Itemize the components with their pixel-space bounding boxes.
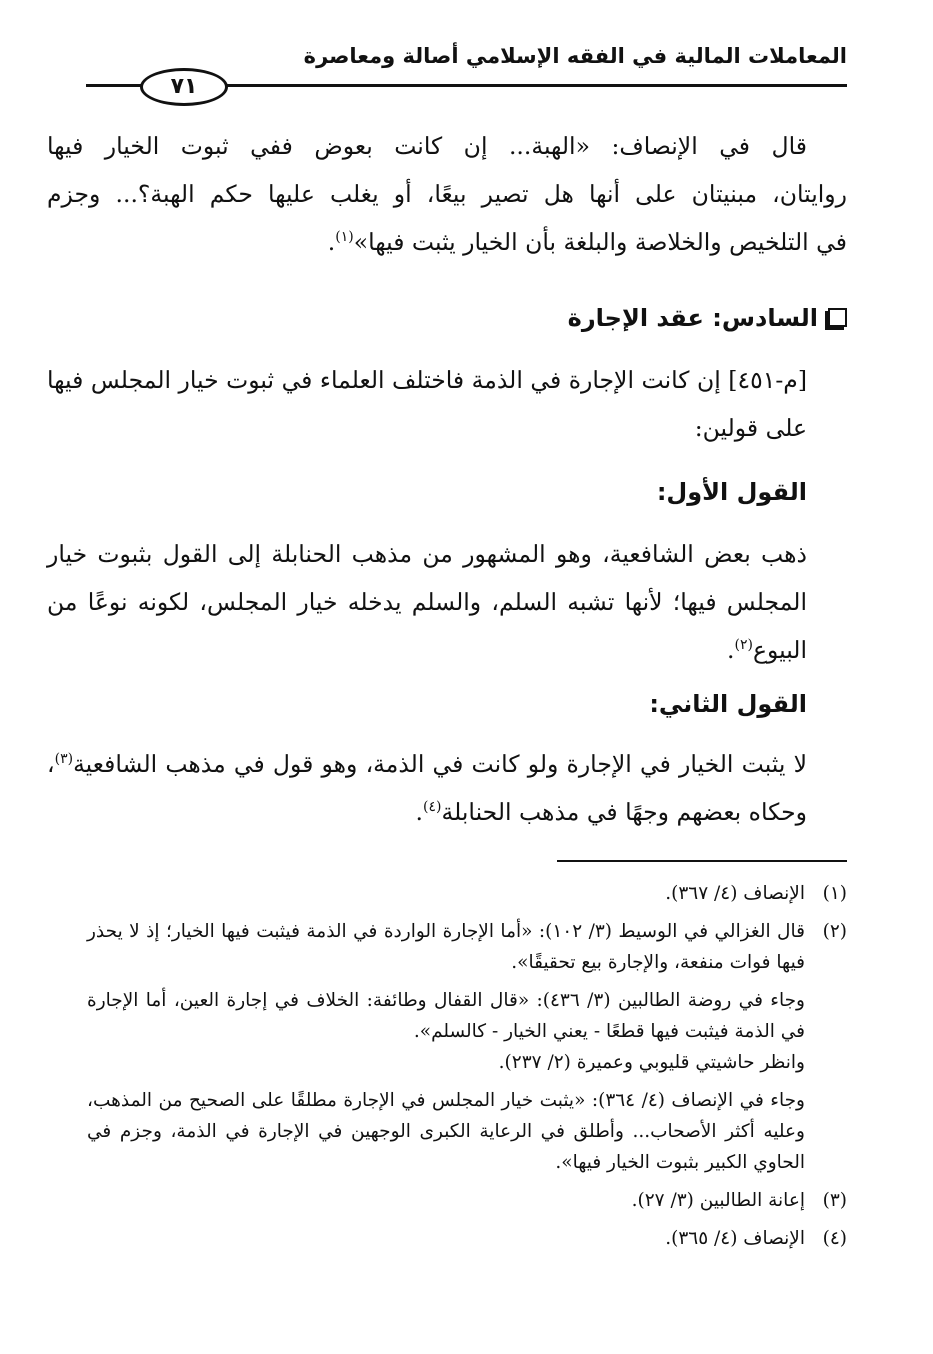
footnote-separator	[557, 860, 847, 862]
footnote-3	[87, 1185, 847, 1216]
paragraph-insaf-quote	[47, 122, 847, 266]
first-opinion-heading: القول الأول:	[656, 478, 807, 506]
footnote-ref-1: (١)	[335, 229, 354, 246]
footnotes	[87, 878, 847, 1254]
square-bullet-icon	[828, 308, 847, 327]
footnote-1-text: الإنصاف (٤/ ٣٦٧).	[665, 883, 805, 904]
footnote-4-text: الإنصاف (٤/ ٣٦٥).	[665, 1228, 805, 1249]
para1-line-3: في التلخيص والخلاصة والبلغة بأن الخيار يثبت فيها»$^{(١)}$.	[327, 228, 847, 256]
footnote-2-text-a: قال الغزالي في الوسيط (٣/ ١٠٢): «أما الإجارة الواردة في الذمة فيثبت فيها الخيار؛ إذ لا يحذر فيها فوات منفعة، والإجارة بيع تحقيقًا».	[87, 921, 805, 973]
running-title: المعاملات المالية في الفقه الإسلامي أصالة ومعاصرة	[303, 44, 847, 68]
paragraph-issue: [م-٤٥١] إن كانت الإجارة في الذمة فاختلف العلماء في ثبوت خيار المجلس فيها على قولين:	[47, 366, 807, 442]
footnote-4	[87, 1223, 847, 1254]
footnote-2	[87, 916, 847, 1178]
footnote-4-number: (٤)	[822, 1228, 847, 1249]
section-heading-text: السادس: عقد الإجارة	[567, 304, 818, 332]
footnote-3-text: إعانة الطالبين (٣/ ٢٧).	[631, 1190, 805, 1211]
footnote-2-text-d: وجاء في الإنصاف (٤/ ٣٦٤): «يثبت خيار المجلس في الإجارة مطلقًا على الصحيح من المذهب، وعليه أكثر الأصحاب... وأطلق في الرعاية الكبرى الوجهين في الإجارة في الذمة، وجزم في الحاوي الكبير بثبوت الخيار فيها».	[87, 1090, 805, 1173]
paragraph-second-opinion: لا يثبت الخيار في الإجارة ولو كانت في الذمة، وهو قول في مذهب الشافعية$^{(٣)}$، وحكاه بعضهم وجهًا في مذهب الحنابلة$^{(٤)}$.	[47, 750, 807, 826]
paragraph-first-opinion: ذهب بعض الشافعية، وهو المشهور من مذهب الحنابلة إلى القول بثبوت خيار المجلس فيها؛ لأنها تشبه السلم، والسلم يدخله خيار المجلس، لكونه نوعًا من البيوع$^{(٢)}$.	[47, 540, 807, 664]
footnote-2-text-c: وانظر حاشيتي قليوبي وعميرة (٢/ ٢٣٧).	[498, 1052, 805, 1073]
para1-line-2: روايتان، مبنيتان على أنها هل تصير بيعًا، أو يغلب عليها حكم الهبة؟... وجزم	[47, 180, 847, 208]
second-opinion-heading: القول الثاني:	[649, 690, 807, 718]
footnote-3-number: (٣)	[822, 1190, 847, 1211]
footnote-ref-4: (٤)	[423, 799, 442, 816]
footnote-2-text-b: وجاء في روضة الطالبين (٣/ ٤٣٦): «قال القفال وطائفة: الخلاف في إجارة العين، أما الإجارة في الذمة فيثبت فيها قطعًا - يعني الخيار - كالسلم».	[87, 990, 805, 1042]
footnote-1	[87, 878, 847, 909]
footnote-2-number: (٢)	[822, 921, 847, 942]
para4-text-b: ، وحكاه بعضهم وجهًا في مذهب الحنابلة	[47, 750, 807, 826]
para1-line-3-text: في التلخيص والخلاصة والبلغة بأن الخيار يثبت فيها»	[353, 228, 847, 256]
section-heading	[87, 296, 847, 340]
para3-text: ذهب بعض الشافعية، وهو المشهور من مذهب الحنابلة إلى القول بثبوت خيار المجلس فيها؛ لأنها تشبه السلم، والسلم يدخله خيار المجلس، لكونه نوعًا من البيوع	[47, 540, 807, 664]
para1-line-1: قال في الإنصاف: «الهبة... إن كانت بعوض ففي ثبوت الخيار فيها	[47, 132, 807, 160]
footnote-ref-2: (٢)	[734, 637, 753, 654]
footnote-1-number: (١)	[822, 883, 847, 904]
footnote-ref-3: (٣)	[54, 751, 74, 768]
page-number: ٧١	[140, 68, 228, 106]
para4-text-a: لا يثبت الخيار في الإجارة ولو كانت في الذمة، وهو قول في مذهب الشافعية	[73, 750, 807, 778]
